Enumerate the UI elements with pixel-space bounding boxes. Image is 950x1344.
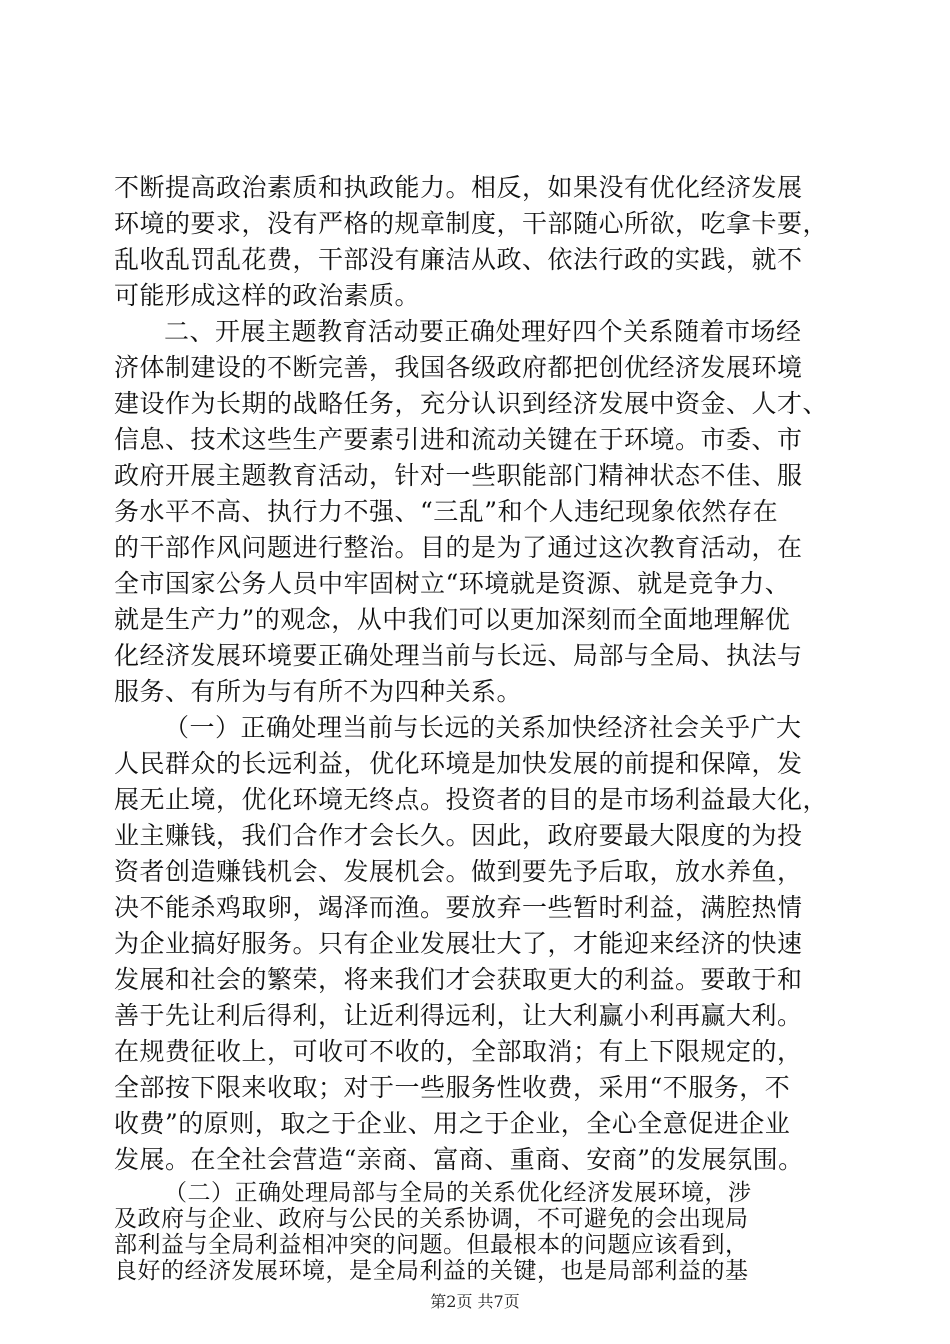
text-line: 建设作为长期的战略任务，充分认识到经济发展中资金、人才、 [114,389,829,418]
text-line: 业主赚钱，我们合作才会长久。因此，政府要最大限度的为投 [114,821,803,850]
text-line: 决不能杀鸡取卵，竭泽而渔。要放弃一些暂时利益，满腔热情 [114,893,803,922]
text-line: 发展和社会的繁荣，将来我们才会获取更大的利益。要敢于和 [114,965,803,994]
text-line: 全市国家公务人员中牢固树立“环境就是资源、就是竞争力、 [114,569,791,598]
paragraph-heading-line: 二、开展主题教育活动要正确处理好四个关系随着市场经 [164,317,802,346]
text-line: 的干部作风问题进行整治。目的是为了通过这次教育活动，在 [114,533,803,562]
text-line: 济体制建设的不断完善，我国各级政府都把创优经济发展环境 [114,353,803,382]
text-line: 及政府与企业、政府与公民的关系协调，不可避免的会出现局 [114,1206,749,1232]
text-line: 部利益与全局利益相冲突的问题。但最根本的问题应该看到， [114,1232,749,1258]
text-line: 政府开展主题教育活动，针对一些职能部门精神状态不佳、服 [114,461,803,490]
text-line: 乱收乱罚乱花费，干部没有廉洁从政、依法行政的实践，就不 [114,245,803,274]
text-line: 不断提高政治素质和执政能力。相反，如果没有优化经济发展 [114,173,803,202]
text-line: 人民群众的长远利益，优化环境是加快发展的前提和保障，发 [114,749,803,778]
page-number: 第2页 共7页 [430,1292,520,1311]
text-line: 为企业搞好服务。只有企业发展壮大了，才能迎来经济的快速 [114,929,803,958]
paragraph-heading-line: （一）正确处理当前与长远的关系加快经济社会关乎广大 [164,713,802,742]
text-line: 可能形成这样的政治素质。 [114,281,421,310]
text-line: 环境的要求，没有严格的规章制度，干部随心所欲，吃拿卡要， [114,209,829,238]
text-line: 化经济发展环境要正确处理当前与长远、局部与全局、执法与 [114,641,803,670]
text-line: 收费”的原则，取之于企业、用之于企业，全心全意促进企业 [114,1109,791,1138]
text-line: 务水平不高、执行力不强、“三乱”和个人违纪现象依然存在 [114,497,779,526]
text-line: 全部按下限来收取；对于一些服务性收费，采用“不服务，不 [114,1073,791,1102]
text-line: 就是生产力”的观念，从中我们可以更加深刻而全面地理解优 [114,605,791,634]
text-line: 信息、技术这些生产要素引进和流动关键在于环境。市委、市 [114,425,803,454]
paragraph-heading-line: （二）正确处理局部与全局的关系优化经济发展环境，涉 [164,1180,752,1206]
text-line: 在规费征收上，可收可不收的，全部取消；有上下限规定的， [114,1037,803,1066]
text-line: 发展。在全社会营造“亲商、富商、重商、安商”的发展氛围。 [114,1145,804,1174]
text-line: 服务、有所为与有所不为四种关系。 [114,677,523,706]
text-line: 善于先让利后得利，让近利得远利，让大利赢小利再赢大利。 [114,1001,803,1030]
text-line: 资者创造赚钱机会、发展机会。做到要先予后取，放水养鱼， [114,857,803,886]
text-line: 良好的经济发展环境，是全局利益的关键，也是局部利益的基 [114,1258,749,1284]
text-line: 展无止境，优化环境无终点。投资者的目的是市场利益最大化， [114,785,829,814]
